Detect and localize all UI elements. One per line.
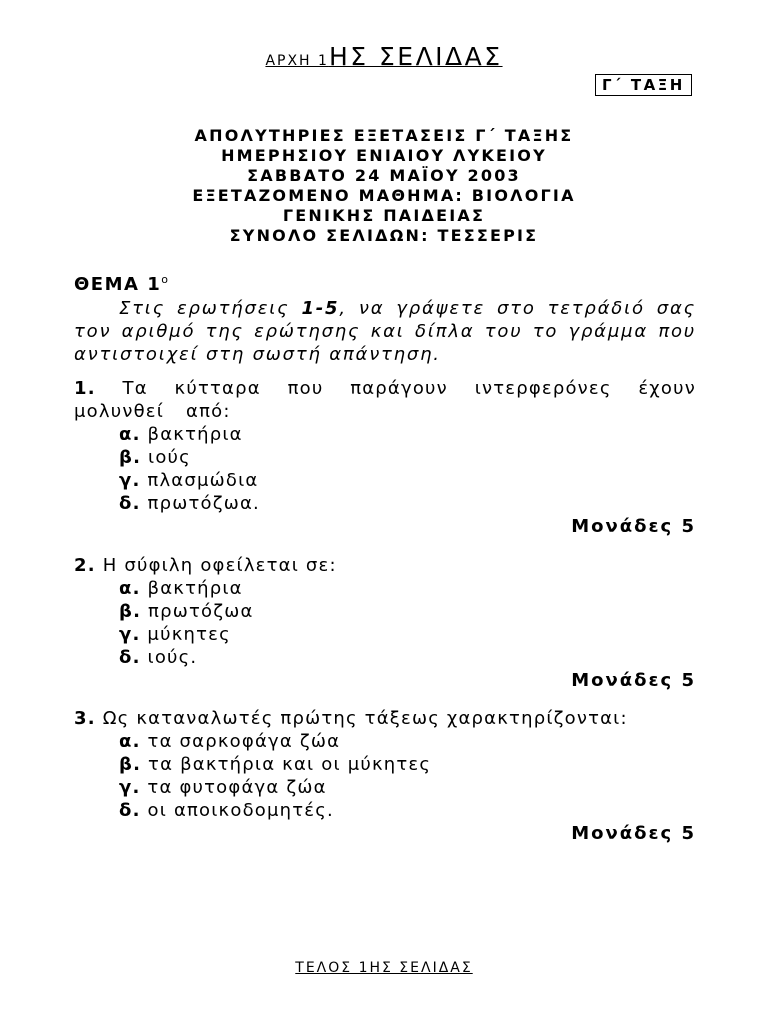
- question-text: [74, 554, 696, 577]
- option-delta: [74, 646, 696, 669]
- question-number: 1.: [74, 378, 96, 399]
- question-number: 2.: [74, 555, 96, 576]
- option-alpha: [74, 730, 696, 753]
- exam-title-line: ΓΕΝΙΚΗΣ ΠΑΙΔΕΙΑΣ: [282, 206, 486, 225]
- page-header: [0, 42, 768, 71]
- option-letter: γ.: [119, 624, 141, 645]
- exam-title-line: ΗΜΕΡΗΣΙΟΥ ΕΝΙΑΙΟΥ ΛΥΚΕΙΟΥ: [221, 146, 547, 165]
- question-points: Μονάδες 5: [571, 516, 696, 537]
- option-beta: [74, 753, 696, 776]
- option-text: μύκητες: [147, 624, 231, 645]
- page-footer: ΤΕΛΟΣ 1ΗΣ ΣΕΛΙΔΑΣ: [295, 960, 473, 976]
- theme-heading-sup: ο: [161, 273, 170, 286]
- exam-title: [0, 126, 768, 246]
- question-points: Μονάδες 5: [571, 670, 696, 691]
- question-text-part: από:: [186, 401, 231, 422]
- question-3: [74, 707, 696, 845]
- exam-title-line: ΣΥΝΟΛΟ ΣΕΛΙΔΩΝ: ΤΕΣΣΕΡΙΣ: [229, 226, 539, 245]
- option-text: πλασμώδια: [147, 470, 259, 491]
- question-number: 3.: [74, 708, 96, 729]
- question-1: [74, 377, 696, 538]
- theme-heading-text: ΘΕΜΑ 1: [74, 274, 162, 295]
- question-text-part: Τα κύτταρα που παράγουν ιντερφερόνες έχουν μολυνθεί: [74, 378, 696, 422]
- exam-title-line: ΣΑΒΒΑΤΟ 24 ΜΑΪΟΥ 2003: [247, 166, 521, 185]
- question-text-part: Ως καταναλωτές πρώτης τάξεως χαρακτηρίζονται:: [102, 708, 628, 729]
- option-letter: γ.: [119, 777, 141, 798]
- header-suffix: ΗΣ ΣΕΛΙΔΑΣ: [328, 42, 503, 71]
- question-points: Μονάδες 5: [571, 823, 696, 844]
- option-letter: α.: [119, 424, 141, 445]
- option-letter: δ.: [119, 493, 141, 514]
- option-delta: [74, 799, 696, 822]
- question-text-part: Η σύφιλη οφείλεται σε:: [102, 555, 337, 576]
- option-letter: α.: [119, 731, 141, 752]
- option-text: πρωτόζωα.: [147, 493, 260, 514]
- header-prefix: ΑΡΧΗ 1: [265, 53, 329, 69]
- option-text: τα βακτήρια και οι μύκητες: [148, 754, 432, 775]
- option-text: τα φυτοφάγα ζώα: [147, 777, 327, 798]
- option-letter: β.: [119, 601, 142, 622]
- option-gamma: [74, 469, 696, 492]
- instructions-before: Στις ερωτήσεις: [119, 298, 302, 319]
- exam-title-line: ΑΠΟΛΥΤΗΡΙΕΣ ΕΞΕΤΑΣΕΙΣ Γ΄ ΤΑΞΗΣ: [194, 126, 574, 145]
- option-gamma: [74, 776, 696, 799]
- theme-heading: [74, 273, 169, 295]
- exam-title-line: ΕΞΕΤΑΖΟΜΕΝΟ ΜΑΘΗΜΑ: ΒΙΟΛΟΓΙΑ: [192, 186, 576, 205]
- option-letter: γ.: [119, 470, 141, 491]
- option-text: βακτήρια: [147, 578, 243, 599]
- option-letter: δ.: [119, 800, 141, 821]
- option-letter: α.: [119, 578, 141, 599]
- option-text: τα σαρκοφάγα ζώα: [147, 731, 341, 752]
- option-text: πρωτόζωα: [148, 601, 254, 622]
- instructions: [74, 297, 696, 366]
- question-text: [74, 377, 696, 423]
- option-text: οι αποικοδομητές.: [147, 800, 334, 821]
- option-alpha: [74, 577, 696, 600]
- option-gamma: [74, 623, 696, 646]
- option-beta: [74, 446, 696, 469]
- instructions-range: 1-5: [301, 298, 340, 319]
- instructions-after: , να γράψετε στο τετράδιό σας τον αριθμό της ερώτησης και δίπλα του το γράμμα που αντιστοιχεί στη σωστή απάντηση.: [74, 298, 696, 365]
- option-delta: [74, 492, 696, 515]
- option-letter: δ.: [119, 647, 141, 668]
- option-text: ιούς: [148, 447, 191, 468]
- class-label-box: Γ΄ ΤΑΞΗ: [595, 74, 692, 96]
- option-letter: β.: [119, 754, 142, 775]
- option-text: βακτήρια: [147, 424, 243, 445]
- option-beta: [74, 600, 696, 623]
- option-letter: β.: [119, 447, 142, 468]
- option-text: ιούς.: [147, 647, 198, 668]
- question-2: [74, 554, 696, 692]
- option-alpha: [74, 423, 696, 446]
- question-text: [74, 707, 696, 730]
